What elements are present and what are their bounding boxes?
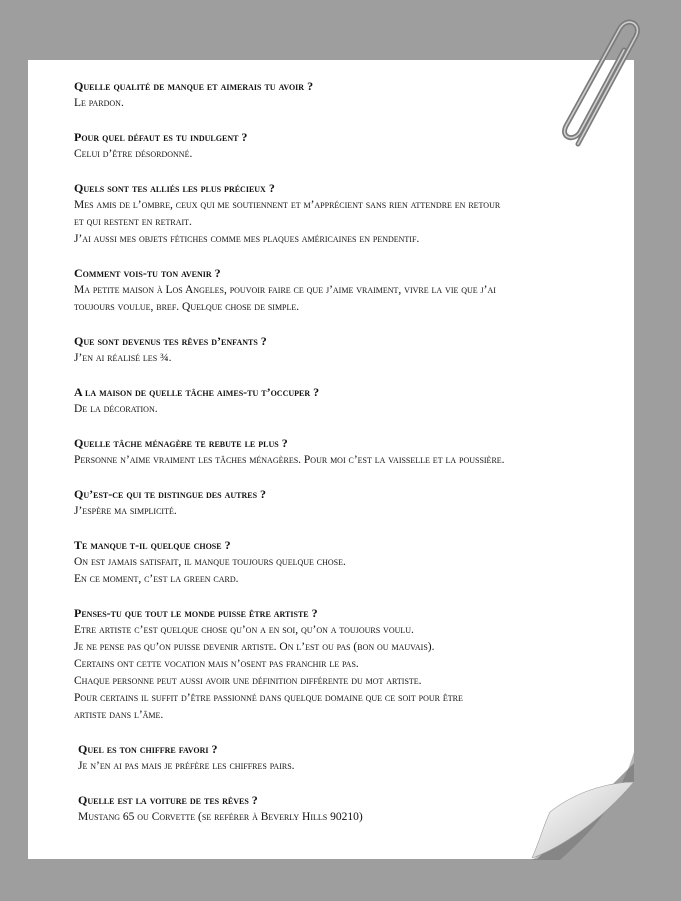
answer-line: toujours voulue, bref. Quelque chose de simple. [74,301,300,313]
qa-item [74,741,614,775]
question: Penses-tu que tout le monde puisse être artiste ? [74,606,318,620]
question: Quelle est la voiture de tes rêves ? [78,793,258,807]
qa-item [74,265,614,316]
answer-line: J’en ai réalisé les ¾. [74,352,172,364]
question: A la maison de quelle tâche aimes-tu t’occuper ? [74,385,320,399]
answer-line: De la décoration. [74,403,158,415]
qa-item [74,792,614,826]
question: Que sont devenus tes rêves d’enfants ? [74,334,267,348]
qa-item [74,435,614,469]
question: Qu’est-ce qui te distingue des autres ? [74,487,267,501]
answer-line: J’espère ma simplicité. [74,505,177,517]
qa-item [74,384,614,418]
answer-line: Personne n’aime vraiment les tâches ménagères. Pour moi c’est la vaisselle et la poussière. [74,454,505,466]
qa-item [74,486,614,520]
qa-item [74,605,614,724]
answer-line: Mes amis de l’ombre, ceux qui me soutiennent et m’apprécient sans rien attendre en retour [74,199,501,211]
answer-line: Pour certains il suffit d’être passionné dans quelque domaine que ce soit pour être [74,692,463,704]
qa-item [74,129,614,163]
answer-line: artiste dans l’âme. [74,709,164,721]
answer-line: Celui d’être désordonné. [74,148,193,160]
questionnaire [74,78,614,843]
question: Pour quel défaut es tu indulgent ? [74,130,248,144]
answer-line: Chaque personne peut aussi avoir une définition différente du mot artiste. [74,675,422,687]
qa-item [74,537,614,588]
qa-item [74,333,614,367]
answer-line: Je ne pense pas qu’on puisse devenir artiste. On l’est ou pas (bon ou mauvais). [74,641,435,653]
question: Quel es ton chiffre favori ? [78,742,218,756]
question: Quels sont tes alliés les plus précieux ? [74,181,275,195]
qa-item [74,180,614,248]
answer-line: J’ai aussi mes objets fétiches comme mes plaques américaines en pendentif. [74,233,420,245]
answer-line: Mustang 65 ou Corvette (se reférer à Beverly Hills 90210) [78,811,363,823]
answer-line: On est jamais satisfait, il manque toujours quelque chose. [74,556,346,568]
answer-line: Ma petite maison à Los Angeles, pouvoir faire ce que j’aime vraiment, vivre la vie que j’ai [74,284,496,296]
question: Comment vois-tu ton avenir ? [74,266,221,280]
answer-line: Etre artiste c’est quelque chose qu’on a en soi, qu’on a toujours voulu. [74,624,414,636]
answer-line: Certains ont cette vocation mais n’osent pas franchir le pas. [74,658,359,670]
answer-line: et qui restent en retrait. [74,216,192,228]
answer-line: En ce moment, c’est la green card. [74,573,239,585]
question: Quelle tâche ménagère te rebute le plus ? [74,436,288,450]
qa-item [74,78,614,112]
answer-line: Le pardon. [74,97,124,109]
question: Quelle qualité de manque et aimerais tu avoir ? [74,79,314,93]
answer-line: Je n’en ai pas mais je préfère les chiffres pairs. [78,760,295,772]
question: Te manque t-il quelque chose ? [74,538,231,552]
